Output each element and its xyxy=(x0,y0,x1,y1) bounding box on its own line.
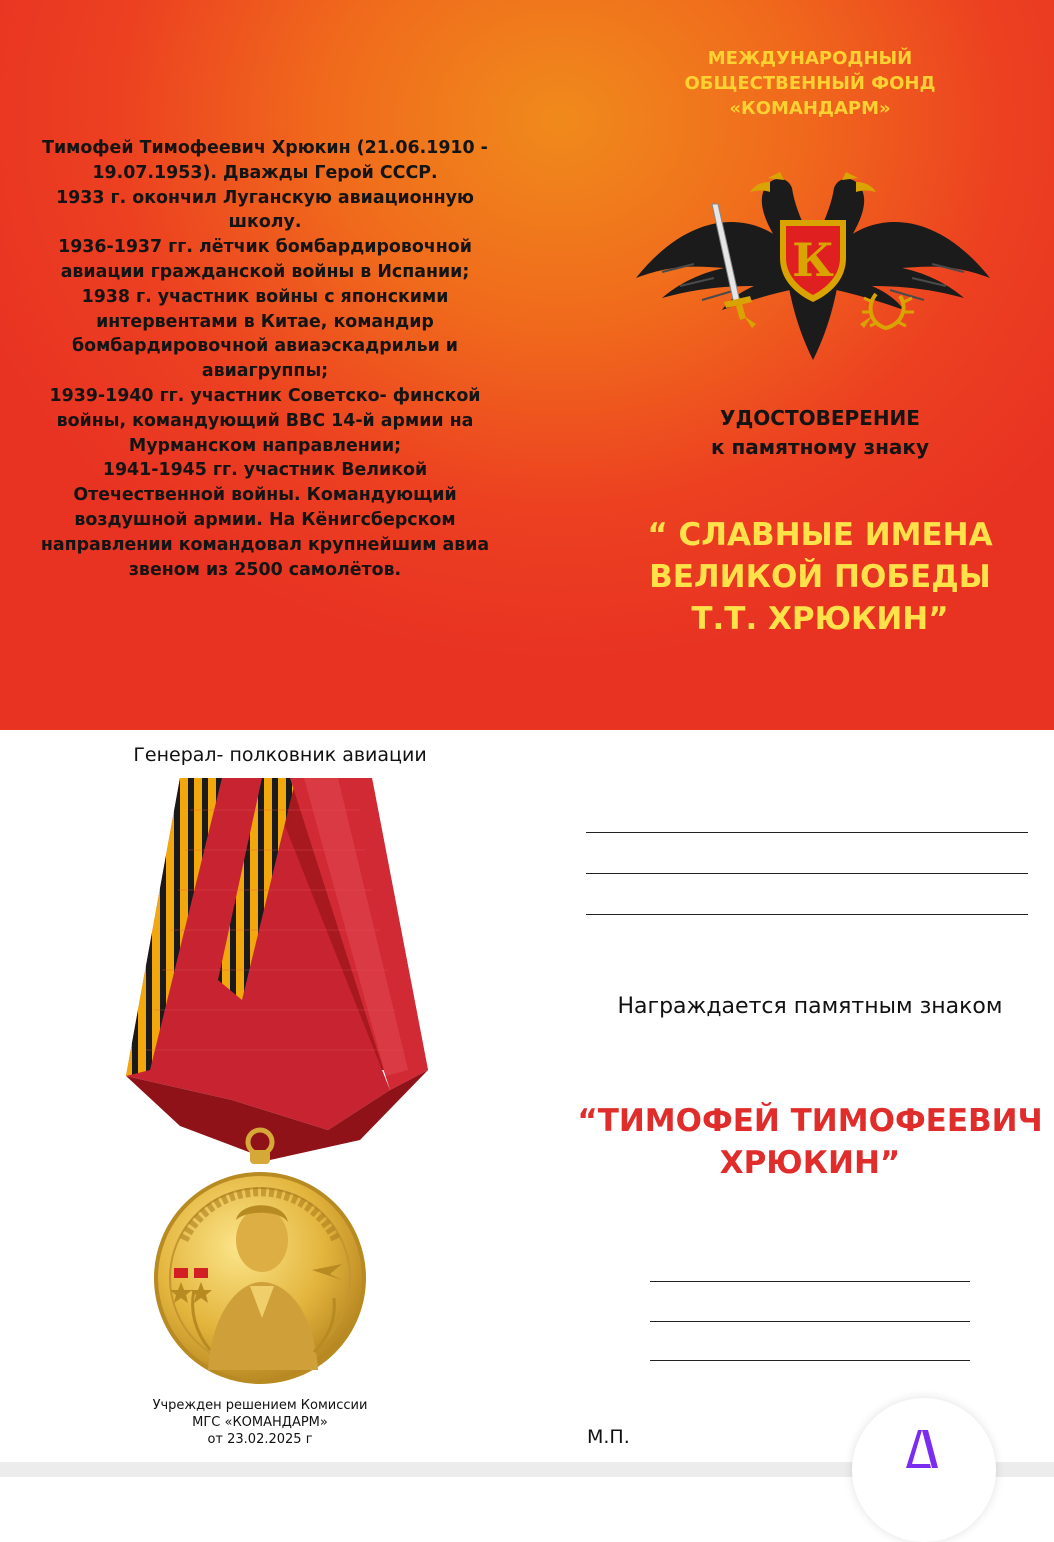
emblem-letter: К xyxy=(792,233,834,287)
fund-line: МЕЖДУНАРОДНЫЙ xyxy=(707,48,913,69)
established-note xyxy=(120,1397,400,1448)
assistant-logo-icon xyxy=(904,1428,944,1472)
bio-line: школу. xyxy=(228,212,302,233)
bio-line: 19.07.1953). Дважды Герой СССР. xyxy=(92,162,438,183)
bio-line: Мурманском направлении; xyxy=(128,435,402,456)
cover-panel xyxy=(0,0,1054,730)
bio-line: звеном из 2500 самолётов. xyxy=(128,559,402,580)
established-line: Учрежден решением Комиссии xyxy=(152,1398,368,1413)
bio-line: авиагруппы; xyxy=(201,361,329,382)
medal-icon xyxy=(90,770,460,1402)
blank-line xyxy=(650,1281,970,1282)
biography-text xyxy=(28,136,502,582)
bio-line: Отечественной войны. Командующий xyxy=(73,485,457,506)
blank-line xyxy=(650,1321,970,1322)
recipient-line: ХРЮКИН” xyxy=(719,1145,901,1181)
bio-line: воздушной армии. На Кёнигсберском xyxy=(74,509,456,530)
rank-label: Генерал- полковник авиации xyxy=(133,744,427,766)
bio-line: 1939-1940 гг. участник Советско- финской xyxy=(49,385,481,406)
certificate-title xyxy=(640,404,1000,462)
slogan-title xyxy=(600,514,1040,640)
stamp-label: М.П. xyxy=(587,1426,630,1448)
double-headed-eagle-icon xyxy=(632,168,994,364)
established-line: МГС «КОМАНДАРМ» xyxy=(192,1415,328,1430)
bio-line: 1941-1945 гг. участник Великой xyxy=(102,460,428,481)
fund-title xyxy=(630,46,990,121)
blank-line xyxy=(586,832,1028,833)
fund-line: ОБЩЕСТВЕННЫЙ ФОНД xyxy=(684,73,936,94)
award-caption: Награждается памятным знаком xyxy=(617,994,1003,1019)
blank-line xyxy=(650,1360,970,1361)
fund-line: «КОМАНДАРМ» xyxy=(729,98,891,119)
slogan-line: ВЕЛИКОЙ ПОБЕДЫ xyxy=(649,559,991,595)
bio-line: Тимофей Тимофеевич Хрюкин (21.06.1910 - xyxy=(42,138,488,158)
slogan-line: “ СЛАВНЫЕ ИМЕНА xyxy=(647,517,993,553)
certificate-line: к памятному знаку xyxy=(710,435,930,459)
certificate-line: УДОСТОВЕРЕНИЕ xyxy=(720,406,920,430)
bio-line: интервентами в Китае, командир xyxy=(96,311,434,332)
bio-line: направлении командовал крупнейшим авиа xyxy=(40,534,490,555)
bio-line: 1938 г. участник войны с японскими xyxy=(81,286,449,307)
bio-line: войны, командующий ВВС 14-й армии на xyxy=(56,410,474,431)
bio-line: авиации гражданской войны в Испании; xyxy=(60,261,470,282)
bio-line: 1936-1937 гг. лётчик бомбардировочной xyxy=(58,237,472,258)
blank-line xyxy=(586,914,1028,915)
assistant-button[interactable] xyxy=(852,1398,996,1542)
recipient-name xyxy=(560,1100,1054,1184)
bio-line: бомбардировочной авиаэскадрильи и xyxy=(71,336,458,357)
slogan-line: Т.Т. ХРЮКИН” xyxy=(691,601,949,637)
established-line: от 23.02.2025 г xyxy=(207,1432,313,1447)
blank-line xyxy=(586,873,1028,874)
recipient-line: “ТИМОФЕЙ ТИМОФЕЕВИЧ xyxy=(577,1103,1043,1139)
bio-line: 1933 г. окончил Луганскую авиационную xyxy=(56,187,474,208)
